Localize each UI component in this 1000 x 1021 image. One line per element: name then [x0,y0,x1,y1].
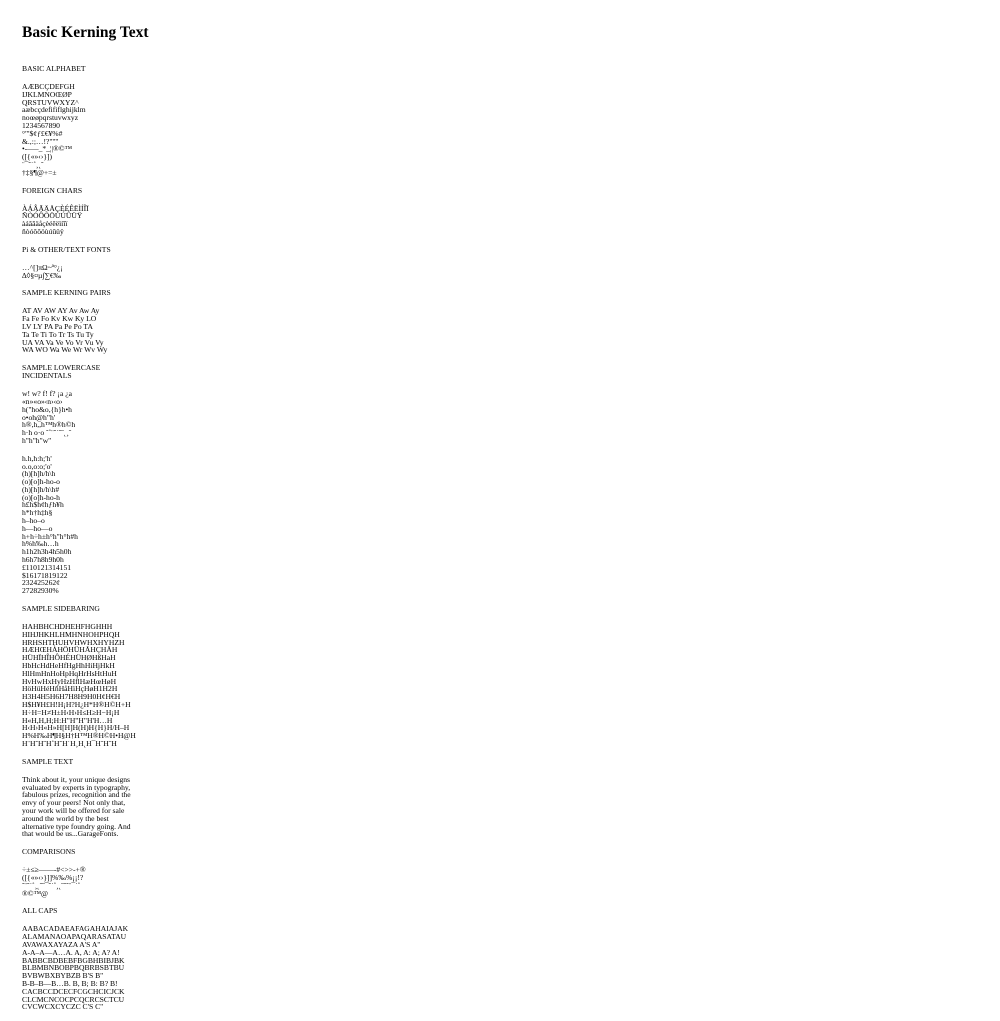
sample-line: 1234567890 [22,120,60,130]
sample-line: H«H,H,H;H:H"H"H"H'H…H [22,715,113,725]
sample-line: HRHSHTHUHVHWHXHYHZH [22,637,125,647]
section-sample-lowercase-incidentals [22,364,222,595]
sample-line: CACBCCDCECFCGCHCICJCK [22,986,125,996]
sample-line: ([{«»‹›}]) [22,152,53,162]
line-group [22,307,222,354]
sample-line: HÆHŒHÀHÖHÜHÅHÇHÄH [22,645,118,655]
sample-line: (o)[o]h-ho-o [22,477,60,487]
sample-line: H÷H=H≠H±H‹H›H≤H≥H−H¡H [22,707,120,717]
sample-line: HÜHÏHÎHÔHÉHÜHØHßHaH [22,653,116,663]
page-title: Basic Kerning Text [22,24,149,41]
sample-line: ([{«»‹›}]]%‰%¡¡!? [22,872,84,882]
section-foreign-chars [22,187,222,236]
sample-line: CVCWCXCYCZC C'S C" [22,1002,104,1012]
sample-line: AT AV AW AY Av Aw Ay [22,306,100,316]
sample-line: ÑÒÓÔÕÖÙÚÛÜŸ [22,211,83,221]
sample-line: h£h$h¢hƒh¥h [22,500,64,510]
sample-line: H¨H˜H˝H˚H˘H˙H¸H˛H¯HˇH˝H [22,739,117,748]
sample-line: ¨¯˘˙˚¸˛ˇ [22,159,44,169]
sample-line: ñòóôõöùúûüÿ [22,226,64,236]
sample-line: h®,h,,h™h®h©h [22,420,76,430]
sample-line: H$H¥H£H!H¡H?H¿H*H®H©H+H [22,700,131,710]
sample-line: ˜¨˘˙˚¸˛ˇ˝¯˘˙˚¸˛˝ˇ˜¨¯˙˚ [22,880,81,890]
sample-line: h–ho–o [22,516,45,526]
sample-line: B-B–B—B…B. B, B; B: B? B! [22,978,118,988]
section-heading: SAMPLE KERNING PAIRS [22,288,111,298]
sample-line: aæbcçdefififlghijklm [22,105,86,115]
sample-line: ∆◊§¤µ∫∑€‰ [22,270,62,280]
section-heading: Pi & OTHER/TEXT FONTS [22,244,111,254]
section-sample-text [22,758,222,838]
section-heading: FOREIGN CHARS [22,185,83,195]
line-group [22,390,222,445]
sample-line: HlHmHnHoHpHqHrHsHtHuH [22,668,117,678]
sample-line: BLBMBNBOBPBQBRBSBTBU [22,963,125,973]
sample-line: ®©™@ [22,888,48,898]
sample-line: Ta Te Ti To Tr Ts Tu Ty [22,329,94,339]
sample-line: w! w? f! f? ¡a ¿a [22,389,72,399]
document-page [22,22,222,1021]
sample-line: ALAMANAOAPAQARASATAU [22,932,127,942]
sample-line: °"'$¢ƒ£€¥%# [22,128,63,138]
sample-line: (h)[h]h/h\h# [22,484,60,494]
sample-line: CLCMCNCOCPCQCRCSCTCU [22,994,125,1004]
sample-line: †‡§¶@+=± [22,167,57,177]
sample-line: H‹H›H«H»H[H]H(H)H{H}H/H–H [22,723,130,733]
sample-paragraph: Think about it, your unique designs evaluated by experts in typography, fabulous prizes, recognition and the envy of your peers! Not only that, your work will be offered for sale around the world by the best alternative type foundry going. And that would be us...GarageFonts. [22,774,131,839]
sample-line: h*h†h‡h§ [22,508,53,518]
section-heading: SAMPLE LOWERCASE INCIDENTALS [22,363,101,381]
section-heading: BASIC ALPHABET [22,64,86,73]
line-group [22,83,222,177]
sample-line: BVBWBXBYBZB B'S B" [22,971,104,981]
sample-line: «n»«o»‹n›‹o› [22,396,63,406]
sample-line: ÀÁÂÃÄÅÇÈÉÊËÌÍÎÏ [22,203,89,213]
sample-line: HvHwHxHyHzHflHæHœHøH [22,676,117,686]
sample-line: AÆBCÇDEFGH [22,82,75,91]
sample-line: h"h"h"w" [22,435,52,445]
sample-line: BABBCBDBEBFBGBHBIBJBK [22,955,125,965]
sample-line: AABACADAEAFAGAHAIAJAK [22,924,129,934]
sample-line: h%h‰h…h [22,539,59,549]
sample-line: H3H4H5H6H7H8H9H0H¢H€H [22,692,121,702]
sample-line: LV LY PA Pa Pe Po TA [22,321,93,331]
line-group [22,866,222,897]
sample-line: H%H‰H¶H§H†H™H®H©H•H@H [22,731,136,741]
section-pi-other-text-fonts [22,246,222,280]
sample-line: $16171819122 [22,570,68,580]
section-heading: ALL CAPS [22,906,58,916]
sample-line: àáâãäåçèéêëìíîï [22,219,68,229]
sample-line: &.,:;…!?"'"' [22,136,59,146]
sample-line: 232425262¢ [22,578,60,588]
sample-line: ÷±≤≥——-#<>>-+® [22,865,86,875]
sample-line: o•oh@h"h' [22,412,56,422]
sample-line: …^[]πΩ~ª°¿¡ [22,262,63,272]
sample-line: h·h o·o ˜˚¨˘˙ˇ˝˛¸ˆ [22,428,72,438]
sample-line: h+h÷h±h°h"h°h#h [22,531,78,541]
sample-line: 27282930% [22,586,59,596]
sample-line: o.o,o:o;'o' [22,461,52,471]
sample-line: h("ho&o,{h}h•h [22,404,72,414]
sample-line: HbHcHdHeHfHgHhHiHjHkH [22,661,115,671]
sample-line: h.h,h:h;'h' [22,453,52,463]
line-group [22,264,222,280]
line-group [22,205,222,236]
sample-line: HAHBHCHDHEHFHGHHH [22,622,113,632]
line-group [22,455,222,595]
sample-line: AVAWAXAYAZA A'S A" [22,939,101,949]
sample-line: QRSTUVWXYZ^ [22,97,79,107]
section-comparisons [22,848,222,897]
section-sample-sidebaring [22,605,222,748]
sample-line: h1h2h3h4h5h0h [22,547,72,557]
line-group [22,925,222,1011]
sample-line: h—ho—o [22,523,53,533]
sample-line: (h)[h]h/h\h [22,469,56,479]
line-group [22,623,222,748]
section-sample-kerning-pairs [22,289,222,354]
section-basic-alphabet [22,65,222,177]
sample-line: h6h7h8h9h0h [22,555,64,565]
section-heading: SAMPLE SIDEBARING [22,604,100,614]
section-heading: SAMPLE TEXT [22,756,74,766]
sample-line: noœøpqrstuvwxyz [22,113,79,123]
section-all-caps [22,907,222,1011]
sample-line: IJKLMNOŒØP [22,89,72,99]
sample-line: UA VA Va Ve Vo Vr Vu Vy [22,337,104,347]
sample-line: HöHüHéHñHåHìHçHøH1H2H [22,684,118,694]
sample-line: WA WO Wa We Wr Wv Wy [22,345,108,355]
sections-container [22,65,222,1011]
sample-line: HIHJHKHLHMHNHOHPHQH [22,629,120,639]
sample-line: £110121314151 [22,562,72,572]
sample-line: •-–—_*_¦|®©™ [22,144,72,154]
sample-line: (o)[o]h-ho-h [22,492,60,502]
section-heading: COMPARISONS [22,847,76,857]
sample-line: A-A–A—A…A. A, A: A; A? A! [22,947,120,957]
sample-line: Fa Fe Fo Kv Kw Ky LO [22,314,97,324]
